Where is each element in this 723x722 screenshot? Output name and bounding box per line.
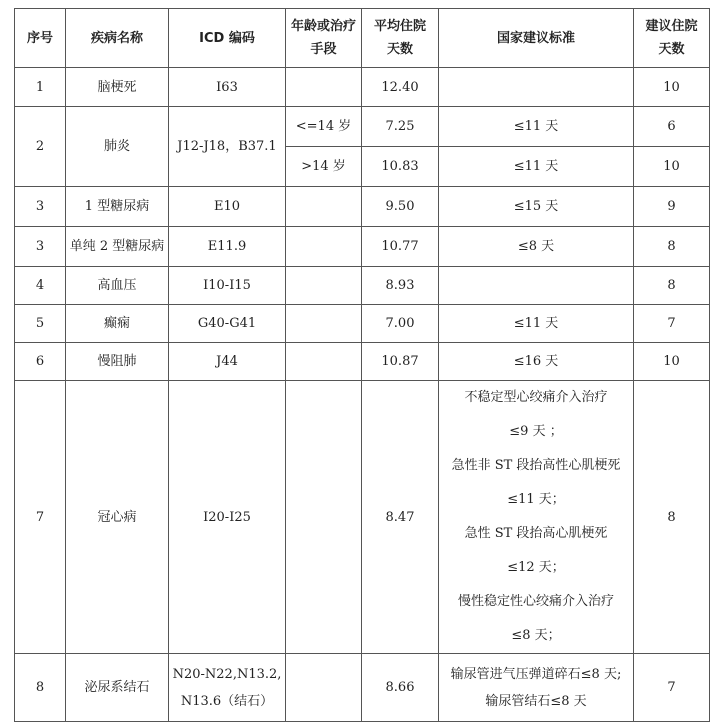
cell-standard: ≤11 天	[439, 147, 634, 187]
icd-line: N13.6（结石）	[180, 693, 274, 709]
table-row	[15, 381, 710, 654]
header-age	[286, 9, 362, 68]
cell-seq: 3	[15, 187, 66, 227]
cell-avg-days: 7.00	[362, 305, 439, 343]
cell-suggest-days: 8	[634, 227, 710, 267]
cell-avg-days: 8.93	[362, 267, 439, 305]
cell-age: >14 岁	[286, 147, 362, 187]
standard-line: 急性非 ST 段抬高性心肌梗死	[451, 458, 621, 473]
cell-avg-days: 10.87	[362, 343, 439, 381]
cell-disease: 单纯 2 型糖尿病	[66, 227, 169, 267]
cell-standard: ≤15 天	[439, 187, 634, 227]
standard-line: ≤9 天 ；	[509, 424, 563, 439]
cell-age	[286, 187, 362, 227]
cell-avg-days: 9.50	[362, 187, 439, 227]
header-disease: 疾病名称	[66, 9, 169, 68]
cell-avg-days: 7.25	[362, 107, 439, 147]
cell-disease: 脑梗死	[66, 68, 169, 107]
cell-age	[286, 381, 362, 654]
cell-suggest-days: 6	[634, 107, 710, 147]
header-standard: 国家建议标准	[439, 9, 634, 68]
standard-line: ≤8 天；	[511, 628, 561, 643]
cell-standard: ≤16 天	[439, 343, 634, 381]
header-avg-days	[362, 9, 439, 68]
standard-line: 慢性稳定性心绞痛介入治疗	[457, 594, 614, 609]
cell-age	[286, 343, 362, 381]
table-row	[15, 187, 710, 227]
cell-standard: ≤8 天	[439, 227, 634, 267]
cell-disease: 泌尿系结石	[66, 654, 169, 722]
cell-suggest-days: 8	[634, 267, 710, 305]
table-row	[15, 343, 710, 381]
cell-suggest-days: 7	[634, 654, 710, 722]
cell-disease: 肺炎	[66, 107, 169, 187]
table-row	[15, 654, 710, 722]
cell-icd	[169, 654, 286, 722]
cell-age	[286, 654, 362, 722]
header-suggest-line1: 建议住院	[645, 19, 698, 34]
cell-avg-days: 8.47	[362, 381, 439, 654]
cell-icd: G40-G41	[169, 305, 286, 343]
cell-icd: E11.9	[169, 227, 286, 267]
cell-standard	[439, 381, 634, 654]
header-avg-line1: 平均住院	[373, 19, 426, 34]
header-suggest-line2: 天数	[658, 42, 685, 57]
standard-line: 输尿管结石≤8 天	[485, 693, 587, 709]
header-age-line2: 手段	[310, 42, 337, 57]
standard-line: 不稳定型心绞痛介入治疗	[464, 390, 608, 405]
header-suggest-days	[634, 9, 710, 68]
header-seq: 序号	[15, 9, 66, 68]
cell-age	[286, 227, 362, 267]
cell-icd: I10-I15	[169, 267, 286, 305]
cell-age	[286, 68, 362, 107]
cell-suggest-days: 8	[634, 381, 710, 654]
cell-seq: 2	[15, 107, 66, 187]
cell-seq: 7	[15, 381, 66, 654]
cell-standard	[439, 68, 634, 107]
cell-icd: I63	[169, 68, 286, 107]
standard-line: ≤12 天；	[507, 560, 565, 575]
cell-suggest-days: 9	[634, 187, 710, 227]
standard-line: 急性 ST 段抬高心肌梗死	[464, 526, 608, 541]
cell-standard: ≤11 天	[439, 107, 634, 147]
icd-line: N20-N22,N13.2,	[172, 666, 282, 682]
cell-suggest-days: 7	[634, 305, 710, 343]
cell-standard	[439, 654, 634, 722]
cell-avg-days: 8.66	[362, 654, 439, 722]
cell-seq: 3	[15, 227, 66, 267]
cell-standard: ≤11 天	[439, 305, 634, 343]
cell-disease: 癫痫	[66, 305, 169, 343]
cell-avg-days: 10.77	[362, 227, 439, 267]
cell-icd: J12-J18，B37.1	[169, 107, 286, 187]
cell-seq: 4	[15, 267, 66, 305]
cell-suggest-days: 10	[634, 68, 710, 107]
cell-suggest-days: 10	[634, 343, 710, 381]
cell-icd: E10	[169, 187, 286, 227]
cell-seq: 5	[15, 305, 66, 343]
header-icd: ICD 编码	[169, 9, 286, 68]
cell-disease: 慢阻肺	[66, 343, 169, 381]
table-row	[15, 267, 710, 305]
cell-icd: J44	[169, 343, 286, 381]
table-row	[15, 305, 710, 343]
cell-seq: 6	[15, 343, 66, 381]
cell-disease: 冠心病	[66, 381, 169, 654]
cell-suggest-days: 10	[634, 147, 710, 187]
cell-avg-days: 10.83	[362, 147, 439, 187]
cell-standard	[439, 267, 634, 305]
cell-age	[286, 267, 362, 305]
header-row	[15, 9, 710, 68]
standard-line: ≤11 天；	[507, 492, 565, 507]
header-avg-line2: 天数	[386, 42, 413, 57]
cell-disease: 高血压	[66, 267, 169, 305]
cell-age: <=14 岁	[286, 107, 362, 147]
cell-icd: I20-I25	[169, 381, 286, 654]
table-row	[15, 68, 710, 107]
header-age-line1: 年龄或治疗	[290, 19, 356, 34]
cell-age	[286, 305, 362, 343]
cell-seq: 1	[15, 68, 66, 107]
hospital-stay-table	[14, 8, 710, 722]
cell-avg-days: 12.40	[362, 68, 439, 107]
cell-disease: 1 型糖尿病	[66, 187, 169, 227]
cell-seq: 8	[15, 654, 66, 722]
table-row	[15, 107, 710, 147]
standard-line: 输尿管进气压弹道碎石≤8 天;	[450, 666, 622, 682]
table-row	[15, 227, 710, 267]
